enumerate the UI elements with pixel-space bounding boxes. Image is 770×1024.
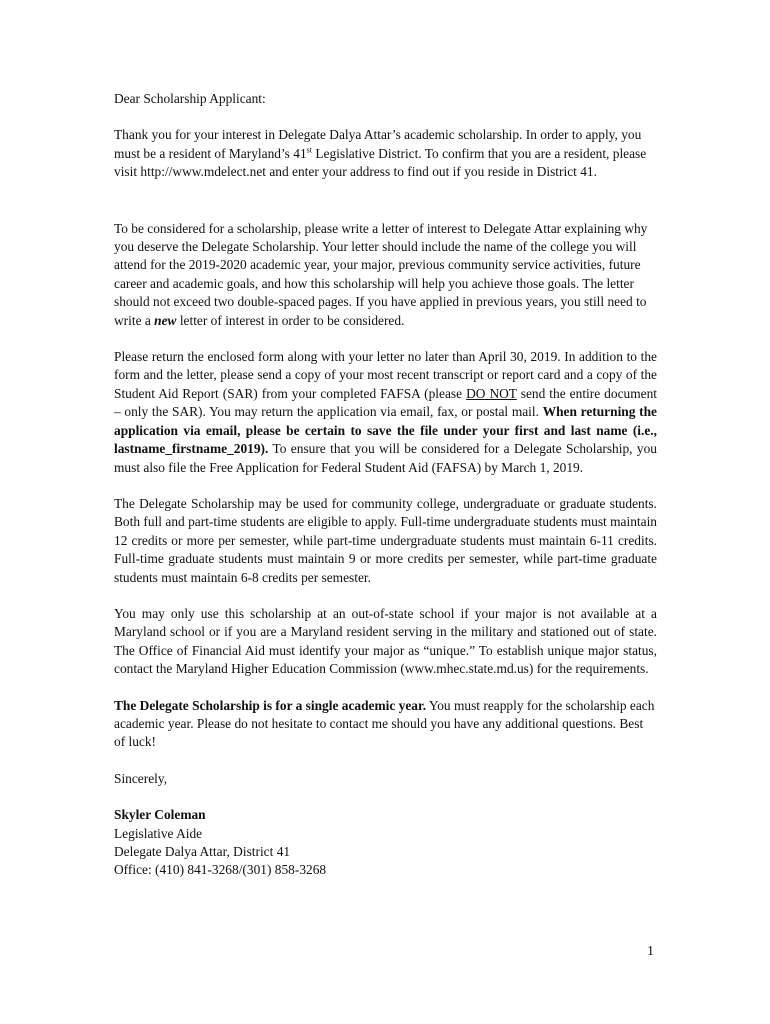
signer-phone: Office: (410) 841-3268/(301) 858-3268 [114, 862, 327, 878]
paragraph-letter-of-interest [114, 220, 657, 330]
single-year-notice: The Delegate Scholarship is for a single academic year. [114, 697, 427, 713]
ordinal-superscript: st [306, 145, 312, 155]
signature-block [114, 806, 657, 880]
paragraph-single-year-text: You must reapply for the scholarship each academic year. Please do not hesitate to contact me should you have any additional questions. Best of luck! [114, 697, 655, 750]
email-filename-instruction: When returning the application via email, please be certain to save the file under your first and last name (i.e., lastname_firstname_2019). [114, 404, 657, 457]
signer-title: Legislative Aide [114, 825, 203, 841]
letter-body [114, 90, 657, 880]
signer-office: Delegate Dalya Attar, District 41 [114, 844, 291, 859]
salutation: Dear Scholarship Applicant: [114, 91, 266, 106]
paragraph-single-year [114, 697, 657, 752]
paragraph-residency-text-b: Legislative District. To confirm that you are a resident, please visit http://www.mdelect.net and enter your address to find out if you reside in District 41. [114, 145, 647, 180]
paragraph-residency-text-a: Thank you for your interest in Delegate Dalya Attar’s academic scholarship. In order to apply, you must be a resident of Maryland’s 41 [114, 127, 642, 161]
paragraph-submission-text-c: To ensure that you will be considered for a Delegate Scholarship, you must also file the Free Application for Federal Student Aid (FAFSA) by March 1, 2019. [114, 441, 657, 475]
closing: Sincerely, [114, 770, 168, 786]
paragraph-letter-text-a: To be considered for a scholarship, please write a letter of interest to Delegate Attar explaining why you deserve the Delegate Scholarship. Your letter should include the name of the college you will attend for the 2019-2020 academic year, your major, previous community service activities, future career and academic goals, and how this scholarship will help you achieve those goals. The letter should not exceed two double-spaced pages. If you have applied in previous years, you still need to write a [114, 220, 648, 328]
paragraph-submission-text-a: Please return the enclosed form along with your letter no later than April 30, 2019. In addition to the form and the letter, please send a copy of your most recent transcript or report card and a copy of the Student Aid Report (SAR) from your completed FAFSA (please [114, 349, 657, 401]
paragraph-residency [114, 126, 657, 181]
paragraph-submission [114, 348, 657, 477]
paragraph-letter-text-b: letter of interest in order to be considered. [176, 312, 405, 328]
paragraph-submission-text-b: send the entire document – only the SAR). You may return the application via email, fax, or postal mail. [114, 385, 657, 420]
page-number: 1 [647, 944, 654, 959]
signer-name: Skyler Coleman [114, 807, 206, 823]
emphasis-do-not: DO NOT [466, 385, 517, 401]
paragraph-out-of-state: You may only use this scholarship at an out-of-state school if your major is not available at a Maryland school or if you are a Maryland resident serving in the military and stationed out of state. The Office of Financial Aid must identify your major as “unique.” To establish unique major status, contact the Maryland Higher Education Commission (www.mhec.state.md.us) for the requirements. [114, 605, 657, 677]
emphasis-new: new [154, 312, 177, 328]
paragraph-eligibility: The Delegate Scholarship may be used for community college, undergraduate or graduate students. Both full and part-time students are eligible to apply. Full-time undergraduate students must maintain 12 credits or more per semester, while part-time undergraduate students must maintain 6-11 credits. Full-time graduate students must maintain 9 or more credits per semester, while part-time graduate students must maintain 6-8 credits per semester. [114, 495, 657, 585]
